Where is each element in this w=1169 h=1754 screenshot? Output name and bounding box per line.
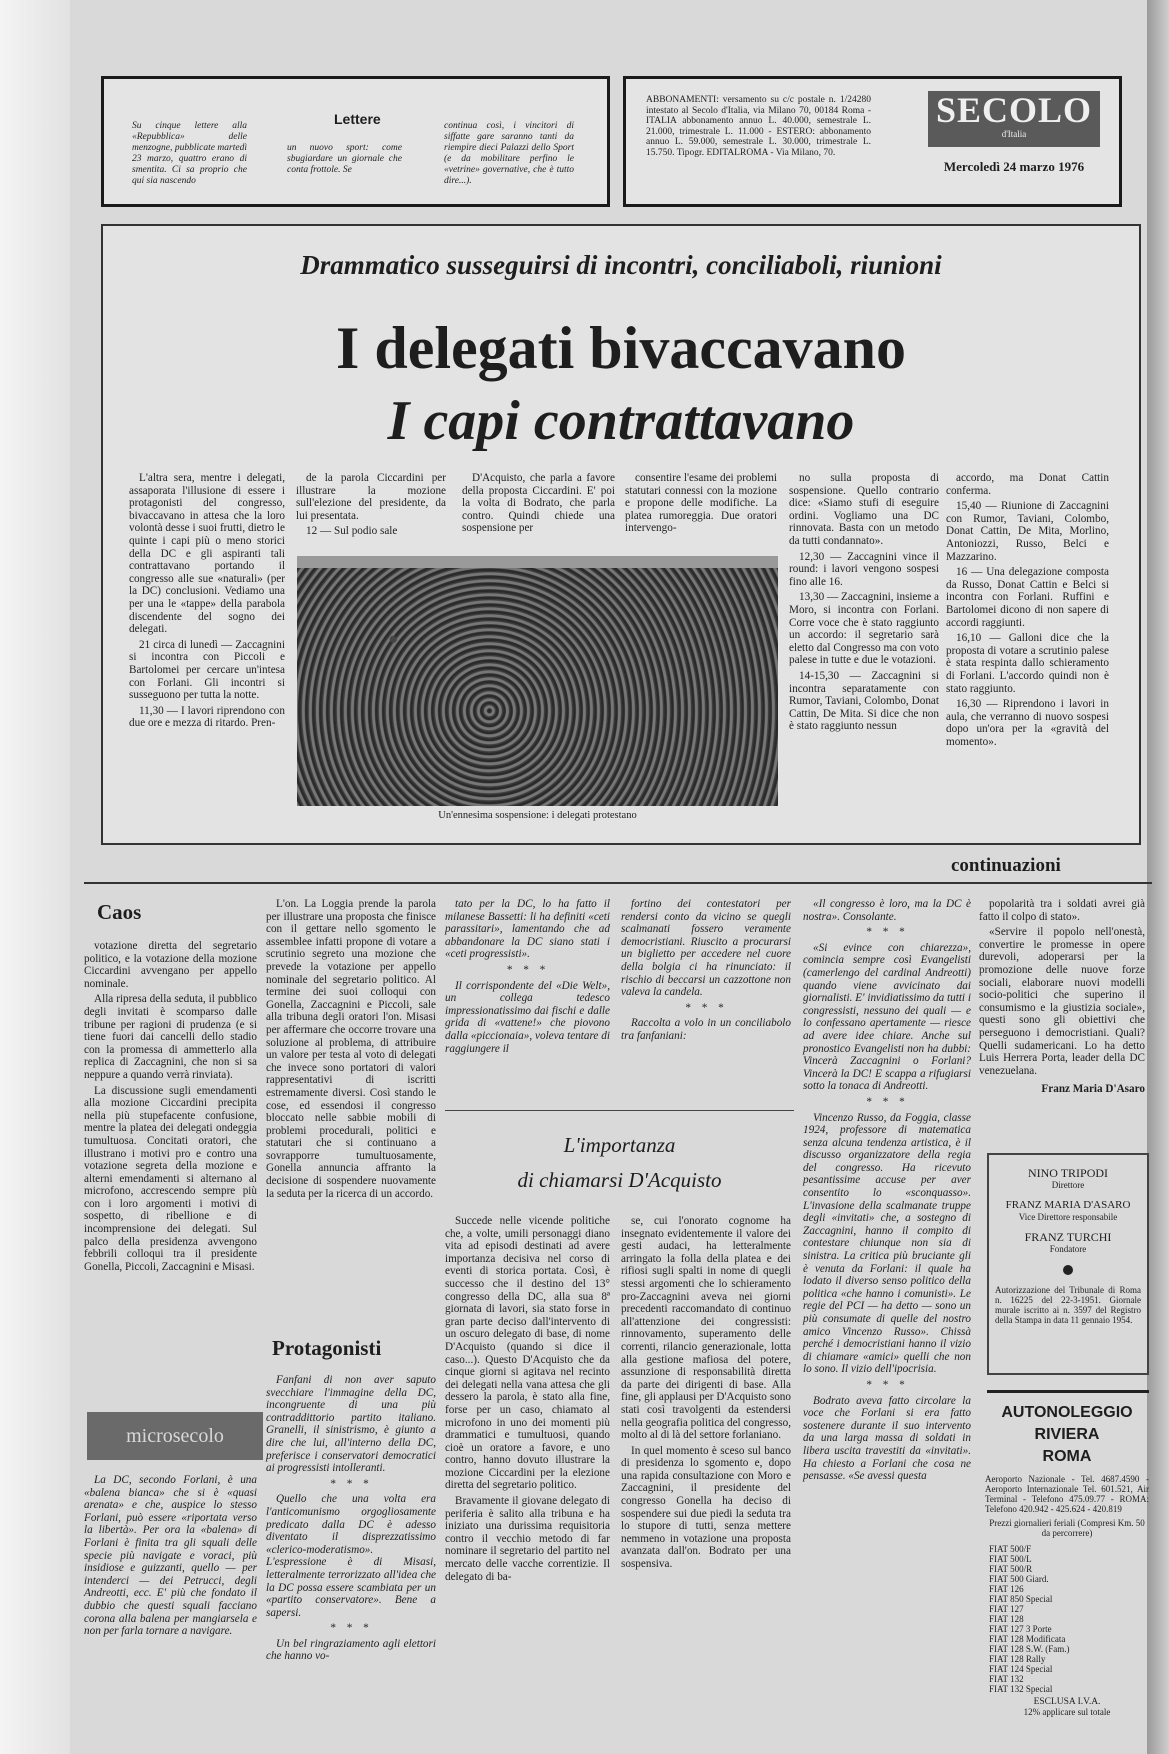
paragraph: Quello che una volta era l'anticomunismo orgogliosamente predicato dalla DC è adesso diventato il disprezzatissimo «clerico-moderatismo». L'espressione è di Misasi, letteralmente terrorizzato all'idea che la DC possa essere scambiata per un «partito conservatore». Bene a sapersi. [266,1493,436,1619]
microsecolo-text [84,1474,257,1641]
director-name: NINO TRIPODI [1027,1166,1109,1180]
car-model: FIAT 850 Special [989,1594,1053,1604]
car-model: FIAT 127 3 Porte [989,1624,1052,1634]
subscriptions-text: ABBONAMENTI: versamento su c/c postale n. 1/24280 intestato al Secolo d'Italia, via Milano 70, 00184 Roma - ITALIA abbonamento annuo L. 40.000, semestrale L. 21.000, trimestrale L. 11.000 - ESTERO: abbonamento annuo L. 59.000, semestrale L. 30.000, trimestrale L. 15.750. Tipogr. EDITALROMA - Via Milano, 70. [646,95,871,158]
continuazioni-col-3 [445,898,610,1058]
article-col-6 [946,472,1109,751]
car-model: FIAT 128 Modificata [989,1634,1066,1644]
paragraph: popolarità tra i soldati avrei già fatto il colpo di stato». [979,898,1145,923]
separator: * * * [506,963,549,976]
article-headline-1: I delegati bivaccavano [336,315,906,381]
ad-title-3: ROMA [1042,1448,1092,1465]
paragraph: 16 — Una delegazione composta da Russo, Donat Cattin e Belci si incontra con Forlani. Ruffini e Bartolomei dicono di non sapere di accordi raggiunti. [946,566,1109,629]
paragraph: votazione diretta del segretario politico, e la votazione della mozione Ciccardini avvengano per appello nominale. [84,940,257,990]
paragraph: fortino dei contestatori per rendersi conto da vicino se quegli scalmanati fossero veramente democristiani. Riuscito a procurarsi un biglietto per accedere nel cuore della bolgia ci ha rinunciato: il rischio di beccarsi un cazzottone non valeva la candela. [621,898,791,999]
ad-contacts: Aeroporto Nazionale - Tel. 4687.4590 - Aeroporto Internazionale Tel. 601.521, Air Terminal - Telefono 475.09.77 - ROMA: Telefono 420.942 - 425.624 - 420.819 [985,1474,1149,1514]
founder-role: Fondatore [1049,1244,1087,1254]
article-col-5 [789,472,939,736]
paragraph: Alla ripresa della seduta, il pubblico degli invitati è scomparso dalle tribune per ragioni di prudenza (e si tiene fuori dai cancelli dello stadio con la promessa di ammetterlo alla replica di Zaccagnini, che non si sa neppure a quando verrà rinviata). [84,993,257,1081]
paragraph: In quel momento è sceso sul banco di presidenza lo sgomento e, dopo una rapida consultazione con Moro e Zaccagnini, il presidente del congresso Gonella ha deciso di sospendere sui due piedi la seduta tra lo stupore di tutti, senza mettere nemmeno in votazione una proposta avanzata dall'on. Bodrato per una sospensiva. [621,1444,791,1571]
paragraph: accordo, ma Donat Cattin conferma. [946,472,1109,497]
issue-date: Mercoledì 24 marzo 1976 [943,159,1085,174]
car-model: FIAT 132 Special [989,1684,1053,1694]
microsecolo-banner [87,1412,263,1460]
paragraph: Raccolta a volo in un conciliabolo tra fanfaniani: [621,1017,791,1042]
separator: * * * [865,1095,909,1108]
separator: * * * [329,1477,373,1490]
autonoleggio-ad [985,1402,1149,1717]
paragraph: Vincenzo Russo, da Foggia, classe 1924, professore di matematica senza alcuna tendenza artistica, è il discusso organizzatore della regia del congresso. Ha ricevuto pesantissime accuse per aver consentito lo «sconquasso». L'invasione della scalmanate truppe degli «invitati» che, a sostegno di Zaccagnini, hanno il compito di contestare chiunque non sia di sinistra. La critica più bruciante gli è venuta da Forlani: il quale ha lodato il diverso senso politico della politica «che hanno i comunisti». Le regie del PCI — ha detto — sono un più consumate di quelle del nostro amico Vincenzo Russo». Chissà perché i democristiani hanno il vizio di chiamare «amici» quelli che non lo sono. Il vizio dell'ipocrisia. [803,1111,971,1376]
registration-text: Autorizzazione del Tribunale di Roma n. 16225 del 22-3-1951. Giornale murale iscritto ai n. 3597 del Registro della Stampa in data 11 gennaio 1954. [995,1285,1141,1325]
car-model: FIAT 128 S.W. (Fam.) [989,1644,1070,1654]
car-model: FIAT 126 [989,1584,1024,1594]
car-model: FIAT 127 [989,1604,1024,1614]
protagonisti-heading: Protagonisti [272,1336,382,1360]
continuazioni-rule [84,882,1152,884]
masthead-box [623,76,1122,207]
separator: * * * [865,926,909,939]
ad-title-2: RIVIERA [1034,1426,1100,1443]
founder-name: FRANZ TURCHI [1024,1230,1112,1244]
car-price-list [985,1544,1149,1694]
secolo-logo [928,91,1100,147]
paragraph: Succede nelle vicende politiche che, a volte, umili personaggi diano vita ad episodi destinati ad avere importanza decisiva nel corso di eventi di storica portata. Così, è successo che il destino del 13° congresso della DC, alla sua 8ª giornata di lavori, sia stato forse in gran parte deciso dall'intervento di un oscuro delegato di base, di nome D'Acquisto (quando si dice il caso...). Questo D'Acquisto che da cinque giorni si agitava nel recinto dei delegati nella vana attesa che gli dessero la parola, è stato alla fine, forse per un caso, chiamato al microfono in uno dei momenti più drammatici e tumultuosi, quando cioè un oratore a favore, e uno contro, hanno dovuto illustrare la mozione Ciccardini per la elezione diretta del segretario politico. [445,1215,610,1492]
car-model: FIAT 128 Rally [989,1654,1046,1664]
separator: * * * [865,1378,909,1391]
paragraph: La discussione sugli emendamenti alla mozione Ciccardini precipita nella più stupefacente confusione, mentre la platea dei delegati ondeggia tumultuosa. Concitati oratori, che illustrano i motivi pro e contro una votazione segreta della mozione e alterni emendamenti si alternano al microfono, accrescendo sempre più con i loro argomenti i motivi di sospetto, di ribellione e di incomprensione dei delegati. Sul palco della presidenza avvengono febbrili colloqui tra il presidente Gonella, Piccoli, Zaccagnini e Misasi. [84,1084,257,1273]
signature: Franz Maria D'Asaro [1041,1083,1145,1096]
continuazioni-col-5 [803,898,971,1486]
paragraph: 14-15,30 — Zaccagnini si incontra separatamente con Rumor, Taviani, Colombo, Donat Cattin, De Mita. Si dice che non è stato raggiunto nessun [789,669,939,733]
paragraph: 16,10 — Galloni dice che la proposta di votare a scrutinio palese è stata respinta dallo schieramento di Forlani. L'accordo quindi non è stato raggiunto. [946,632,1109,695]
paragraph: se, cui l'onorato cognome ha insegnato evidentemente il valore dei gesti audaci, ha letteralmente arringato la folla della platea e dei rifiosi sugli spalti in nome di quegli stessi argomenti che lo schieramento pro-Zaccagnini aveva nei giorni precedenti raccomandato di continuo all'attenzione dei congressisti: rinnovamento, superamento delle correnti, rilancio generazionale, lotta alla gestione mafiosa del potere, assunzione di responsabilità diretta da parte dei dirigenti di base. Alla fine, gli applausi per D'Acquisto sono stati così travolgenti da estendersi nella geografia politica del congresso, molto al di là del settore forlaniano. [621,1215,791,1442]
article-col-3 [462,472,615,538]
paragraph: La DC, secondo Forlani, è una «balena bianca» che si è «quasi arenata» e che, auspice lo stesso Forlani, può essere «riportata verso la libertà». Per ora la «balena» di Forlani è finita tra gli squali delle specie più navigate e voraci, più insidiose e guizzanti, quello — per intenderci — dei Petrucci, degli Andreotti, ecc. E' più che fondato il dubbio che questi squali facciano corona alla balena per mangiarsela e non per farla tornare a navigare. [84,1474,257,1638]
paragraph: Bodrato aveva fatto circolare la voce che Forlani si era fatto sostenere durante il suo intervento da una larga massa di soldati in libera uscita travestiti da «invitati». Ha chiesto a Forlani che cosa ne pensasse. «Se avessi questa [803,1394,971,1483]
importanza-title-2: di chiamarsi D'Acquisto [517,1168,722,1192]
staff-box [987,1153,1149,1375]
continuazioni-label: continuazioni [951,855,1061,876]
director-role: Direttore [1051,1180,1085,1190]
flame-icon [1063,1265,1073,1275]
letters-col-2: un nuovo sport: come sbugiardare un giornale che conta frottole. Se [287,143,402,175]
congress-crowd-photo [297,556,778,806]
paragraph: «Servire il popolo nell'onestà, convertire le promesse in opere durevoli, adoperarsi per la promozione delle nuove forze sociali, elaborare nuovi modelli socio-politici che superino il consumismo e la giustizia sociale», questi sono gli obiettivi che perseguono i democristiani. Quali? Quelli sudamericani. Lo ha detto Luis Herrera Porta, leader della DC venezuelana. [979,926,1145,1077]
importanza-title-1: L'importanza [563,1133,676,1157]
importanza-rule [445,1110,794,1111]
paragraph: 13,30 — Zaccagnini, insieme a Moro, si incontra con Forlani. Corre voce che è stato raggiunto un accordo: il segretario sarà eletto dal Congresso ma con voto palese in tutte e due le votazioni. [789,591,939,667]
page-binding [0,0,70,1754]
ad-footer-2: 12% applicare sul totale [1023,1707,1111,1717]
vice-director-role: Vice Direttore responsabile [1018,1212,1118,1222]
importanza-col-2 [621,1215,791,1574]
letters-box [101,76,610,207]
paragraph: tato per la DC, lo ha fatto il milanese Bassetti: li ha definiti «ceti parassitari», lamentando che ad abbandonare la DC siano stati i «ceti progressisti». [445,898,610,961]
car-model: FIAT 500/R [989,1564,1033,1574]
paragraph: L'on. La Loggia prende la parola per illustrare una proposta che finisce con il gettare nello sgomento le assemblee infatti propone di votare a scrutinio segreto una mozione che prevede la votazione per appello nominale del segretario politico. Al termine dei suoi colloqui con Gonella, Zaccagnini e Piccoli, sale alla tribuna degli oratori l'on. Misasi per affermare che occorre trovare una soluzione al problema, di attribuire un valore per testa al voto di delegati che invece sono portatori di valori rappresentativi di iscritti estremamente diversi. Così stando le cose, ed essendosi il congresso bloccato nelle sabbie mobili di problemi procedurali, politici e statutari che si continuano a sovrapporre tumultuosamente, Gonella annuncia affranto la decisione di sospendere nuovamente la seduta per la ricerca di un accordo. [266,898,436,1200]
letters-col-1: Su cinque lettere alla «Repubblica» delle menzogne, pubblicate martedì 23 marzo, quattro erano di smentita. Ci sa proprio che qui sia nascendo [132,121,247,186]
letters-title: Lettere [334,111,381,127]
paragraph: de la parola Ciccardini per illustrare la mozione sull'elezione del presidente, da lui presentata. [296,472,446,522]
car-model: FIAT 500/L [989,1554,1032,1564]
car-model: FIAT 128 [989,1614,1024,1624]
logo-text: SECOLO [935,90,1093,130]
paragraph: Il corrispondente del «Die Welt», un collega tedesco impressionatissimo dai fischi e dalle grida di «vattene!» che piovono dalla «piccionaia», voleva tentare di raggiungere il [445,979,610,1055]
paragraph: L'altra sera, mentre i delegati, assaporata l'illusione di essere i protagonisti del congresso, bivaccavano in attesa che la loro volontà desse i suoi frutti, dietro le quinte i capi più o meno storici della DC e gli aspiranti tali contrattavano portando il congresso alle sue «naturali» (per la DC) conclusioni. Vediamo una per una le «tappe» della parabola discendente del sogno dei delegati. [129,472,285,636]
separator: * * * [329,1622,373,1635]
paragraph: no sulla proposta di sospensione. Quello contrario dice: «Siamo stufi di eseguire ordini. Vogliamo una DC rinnovata. Basta con un metodo da tutti condannato». [789,472,939,547]
ad-footer: ESCLUSA I.V.A. [1033,1697,1101,1707]
paragraph: 12,30 — Zaccagnini vince il round: i lavori vengono sospesi fino alle 16. [789,550,939,588]
ad-title-1: AUTONOLEGGIO [1001,1404,1133,1421]
article-col-4 [625,472,777,538]
letters-col-3: continua così, i vincitori di siffatte gare saranno tanti da riempire dieci Palazzi dello Sport (e da mobilitare perfino le «vetrine» governative, che è tutto dire...). [444,121,574,186]
page-edge [1147,0,1169,1754]
paragraph: «Si evince con chiarezza», comincia sempre così Evangelisti (camerlengo del cardinal Andreotti) quando viene avvicinato dai giornalisti. E' invidiatissimo da tutti i congressisti, nessuno dei quali — e lo confessano apertamente — riesce ad avere idee chiare. Anche sul pronostico Evangelisti non ha dubbi: Vincerà Zaccagnini o Forlani? Vincerà la DC! E scappa a rifugiarsi sotto la tonaca di Andreotti. [803,941,971,1093]
paragraph: «Il congresso è loro, ma la DC è nostra». Consolante. [803,898,971,923]
article-col-2 [296,472,446,541]
paragraph: 12 — Sul podio sale [306,525,398,538]
paragraph: 16,30 — Riprendono i lavori in aula, che verranno di nuovo sospesi dopo un'ora per la «gravità del momento». [946,698,1109,748]
paragraph: consentire l'esame dei problemi statutari connessi con la mozione e propone delle modifiche. La platea rumoreggia. Due oratori intervengo- [625,472,777,535]
caos-column [84,940,257,1276]
paragraph: 15,40 — Riunione di Zaccagnini con Rumor, Taviani, Colombo, Donat Cattin, De Mita, Morlino, Antoniozzi, Russo, Belci e Mazzarino. [946,500,1109,563]
article-kicker: Drammatico susseguirsi di incontri, conciliaboli, riunioni [300,250,942,280]
car-model: FIAT 124 Special [989,1664,1053,1674]
car-model: FIAT 500/F [989,1544,1032,1554]
logo-subtext: d'Italia [1001,129,1027,139]
continuazioni-col-6 [979,898,1145,1096]
protagonisti-column [266,1374,436,1666]
separator: * * * [684,1001,728,1014]
article-col-1 [129,472,285,733]
paragraph: 11,30 — I lavori riprendono con due ore e mezza di ritardo. Pren- [129,704,285,730]
importanza-col-1 [445,1215,610,1586]
paragraph: Fanfani di non aver saputo svecchiare l'immagine della DC, incongruente di una più contraddittorio partito italiano. Granelli, il sinistrismo, è giunto a dire che lui, all'interno della DC, preferisce i conservatori democratici ai progressisti intolleranti. [266,1374,436,1475]
continuazioni-col-4 [621,898,791,1046]
car-model: FIAT 500 Giard. [989,1574,1049,1584]
vice-director-name: FRANZ MARIA D'ASARO [1005,1199,1131,1211]
paragraph: Bravamente il giovane delegato di periferia è salito alla tribuna e ha iniziato una durissima requisitoria contro il vecchio metodo di far nominare il segretario del partito nel mercato delle vacche correntizie. Il delegato di ba- [445,1495,610,1583]
ad-note: Prezzi giornalieri feriali (Compresi Km. 50 da percorrere) [989,1518,1145,1538]
caos-heading: Caos [97,900,142,924]
article-headline-2: I capi contrattavano [387,390,855,452]
continuazioni-col-2 [266,898,436,1203]
paragraph: 21 circa di lunedì — Zaccagnini si incontra con Piccoli e Bartolomei per cercare un'intesa con Forlani. Gli incontri si susseguono per tutta la notte. [129,638,285,702]
paragraph: D'Acquisto, che parla a favore della proposta Ciccardini. E' poi la volta di Bodrato, che parla contro. Quindi chiede una sospensione per [462,472,615,535]
photo-caption: Un'ennesima sospensione: i delegati protestano [438,810,637,821]
staff-rule [987,1390,1149,1393]
car-model: FIAT 132 [989,1674,1024,1684]
microsecolo-label: microsecolo [126,1425,224,1447]
paragraph: Un bel ringraziamento agli elettori che hanno vo- [266,1637,436,1663]
